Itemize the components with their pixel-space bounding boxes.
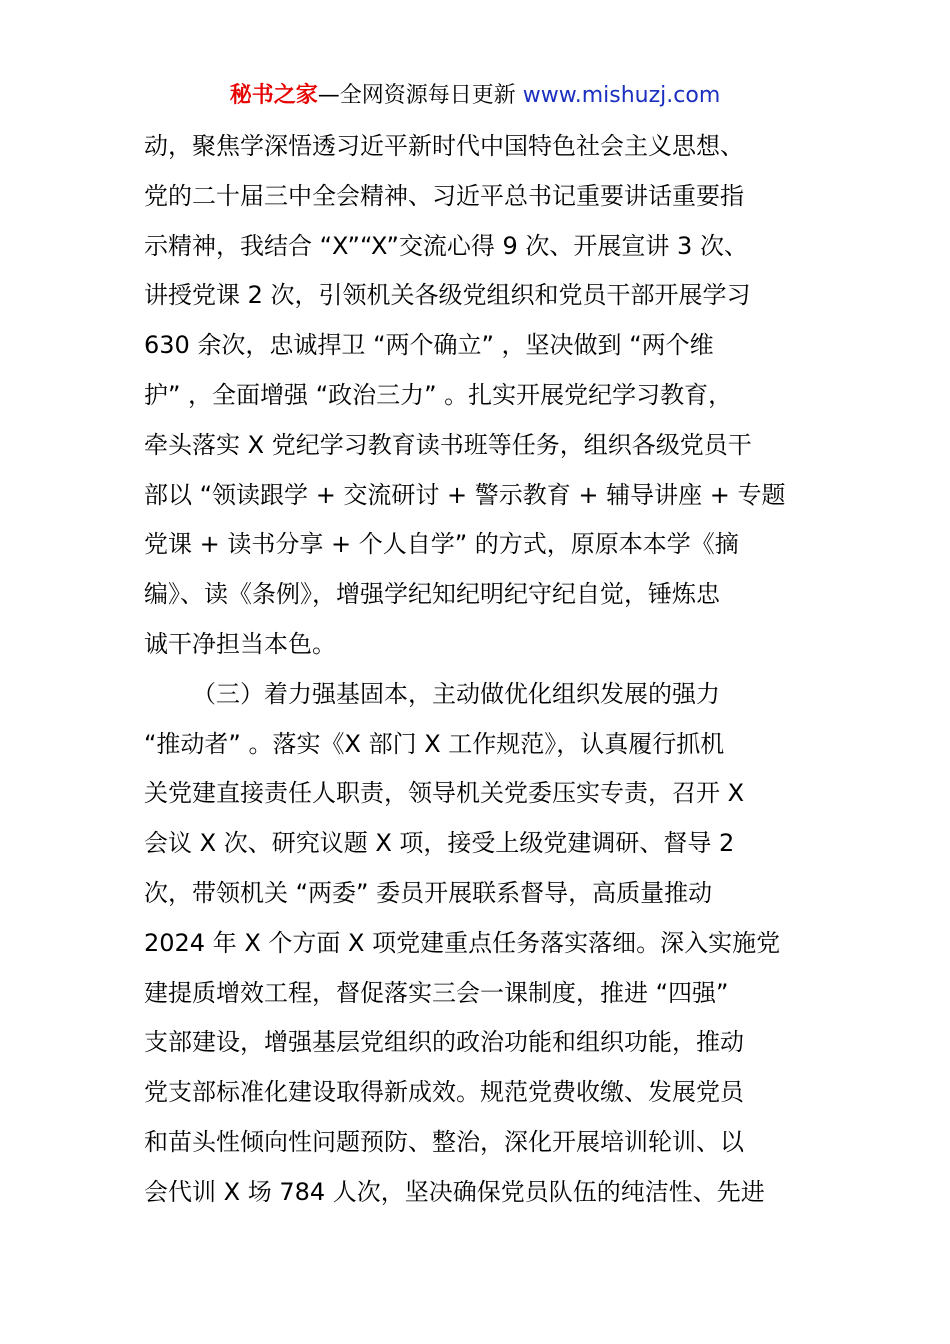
text-line: 会议 X 次、研究议题 X 项，接受上级党建调研、督导 2 xyxy=(144,829,735,858)
section-heading-line: （三）着力强基固本，主动做优化组织发展的强力 xyxy=(192,679,720,708)
brand-name: 秘书之家 xyxy=(229,83,318,108)
text-line: 护” ，全面增强 “政治三力” 。扎实开展党纪学习教育， xyxy=(144,380,733,409)
paragraph-2 xyxy=(144,670,814,1218)
text-line: 630 余次，忠诚捍卫 “两个确立” ，坚决做到 “两个维 xyxy=(144,331,714,360)
text-line: 党支部标准化建设取得新成效。规范党费收缴、发展党员 xyxy=(144,1078,744,1107)
document-body xyxy=(144,122,814,1218)
header-banner xyxy=(0,80,950,112)
text-line: 建提质增效工程，督促落实三会一课制度，推进 “四强” xyxy=(144,978,729,1007)
text-line: 诚干净担当本色。 xyxy=(144,629,336,658)
text-line: 和苗头性倾向性问题预防、整治，深化开展培训轮训、以 xyxy=(144,1127,744,1156)
site-url-link[interactable]: www.mishuzj.com xyxy=(522,83,721,108)
text-line: 会代训 X 场 784 人次，坚决确保党员队伍的纯洁性、先进 xyxy=(144,1177,765,1206)
text-line: 牵头落实 X 党纪学习教育读书班等任务，组织各级党员干 xyxy=(144,430,752,459)
paragraph-1 xyxy=(144,122,814,670)
text-line: 次，带领机关 “两委” 委员开展联系督导，高质量推动 xyxy=(144,878,713,907)
text-line: 编》、读《条例》，增强学纪知纪明纪守纪自觉，锤炼忠 xyxy=(144,580,720,609)
text-line: 示精神，我结合 “X”“X”交流心得 9 次、开展宣讲 3 次、 xyxy=(144,231,748,260)
text-line: 部以 “领读跟学 + 交流研讨 + 警示教育 + 辅导讲座 + 专题 xyxy=(144,480,786,509)
header-tagline: —全网资源每日更新 xyxy=(317,83,516,108)
text-line: 关党建直接责任人职责，领导机关党委压实专责，召开 X xyxy=(144,779,745,808)
text-line: 2024 年 X 个方面 X 项党建重点任务落实落细。深入实施党 xyxy=(144,928,781,957)
text-line: 讲授党课 2 次，引领机关各级党组织和党员干部开展学习 xyxy=(144,281,751,310)
text-line: “推动者” 。落实《X 部门 X 工作规范》，认真履行抓机 xyxy=(144,729,725,758)
text-line: 动，聚焦学深悟透习近平新时代中国特色社会主义思想、 xyxy=(144,132,744,160)
text-line: 支部建设，增强基层党组织的政治功能和组织功能，推动 xyxy=(144,1028,744,1057)
text-line: 党课 + 读书分享 + 个人自学” 的方式，原原本本学《摘 xyxy=(144,530,739,559)
text-line: 党的二十届三中全会精神、习近平总书记重要讲话重要指 xyxy=(144,181,744,210)
